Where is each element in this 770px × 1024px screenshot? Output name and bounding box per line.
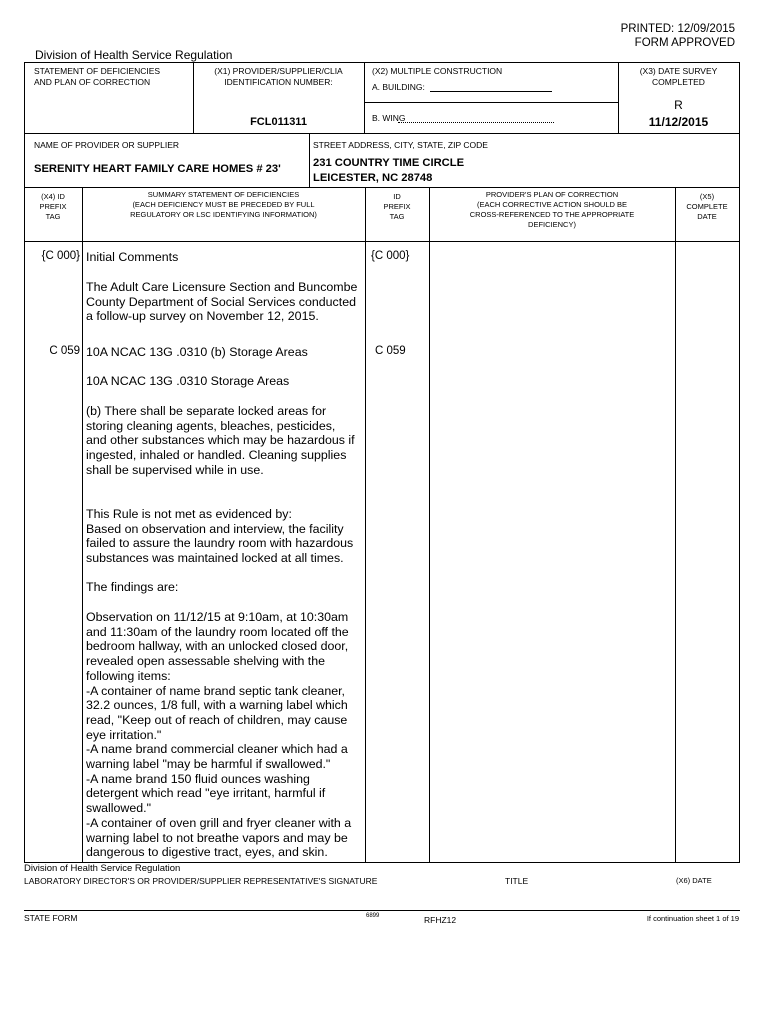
rule-text: (b) There shall be separate locked areas for storing cleaning agents, bleaches, pesticides, and other substances which may be hazardous if ingested, inhaled or handled. Cleaning supplies shall be supervised while in use. bbox=[86, 404, 355, 477]
building-field bbox=[430, 91, 552, 92]
col-summary-header: SUMMARY STATEMENT OF DEFICIENCIES (EACH DEFICIENCY MUST BE PRECEDED BY FULL REGULATORY OR LSC IDENTIFYING INFORMATION) bbox=[130, 190, 317, 219]
tag-right-c000: {C 000} bbox=[371, 250, 410, 262]
address: 231 COUNTRY TIME CIRCLE LEICESTER, NC 28748 bbox=[313, 157, 465, 184]
col-x4-header: (X4) ID PREFIX TAG bbox=[39, 192, 67, 221]
title-label: TITLE bbox=[505, 876, 529, 886]
survey-code: R bbox=[674, 98, 683, 112]
survey-date: 11/12/2015 bbox=[648, 115, 709, 129]
rule-title: 10A NCAC 13G .0310 Storage Areas bbox=[86, 374, 290, 388]
x6-date-label: (X6) DATE bbox=[676, 876, 712, 885]
tag-left-c000: {C 000} bbox=[41, 250, 80, 262]
not-met-text: This Rule is not met as evidenced by: Based on observation and interview, the facility failed to assure the laundry room with hazardous substances was maintained locked at all times. bbox=[86, 507, 354, 566]
provider-label: NAME OF PROVIDER OR SUPPLIER bbox=[34, 140, 179, 150]
print-info bbox=[621, 22, 735, 50]
provider-id: FCL011311 bbox=[250, 116, 307, 128]
event-id: RFHZ12 bbox=[424, 915, 457, 925]
observation-text: Observation on 11/12/15 at 9:10am, at 10:30am and 11:30am of the laundry room located off the bedroom hallway, with an unlocked closed door, revealed open assessable shelving with the following items: -A container of name brand septic tank cleaner, 32.2 ounces, 1/8 full, with a warning label which read, "Keep out of reach of children, may cause eye irritation." -A name brand commercial cleaner which had a warning label "may be harmful if swallowed." -A name brand 150 fluid ounces washing detergent which read "eye irritant, harmful if swallowed." -A container of oven grill and fryer cleaner with a warning label to not breathe vapors and may be dangerous to digestive tract, eyes, and skin. bbox=[86, 610, 352, 860]
signature-label: LABORATORY DIRECTOR'S OR PROVIDER/SUPPLIER REPRESENTATIVE'S SIGNATURE bbox=[24, 876, 378, 886]
provider-name: SERENITY HEART FAMILY CARE HOMES # 23' bbox=[34, 163, 281, 175]
col-id-header: ID PREFIX TAG bbox=[383, 192, 411, 221]
col-x5-header: (X5) COMPLETE DATE bbox=[686, 192, 728, 221]
statement-label: STATEMENT OF DEFICIENCIES AND PLAN OF CORRECTION bbox=[34, 66, 161, 87]
wing-field bbox=[398, 122, 554, 123]
tag-left-c059: C 059 bbox=[49, 345, 80, 357]
initial-comments-text: The Adult Care Licensure Section and Buncombe County Department of Social Services conducted a follow-up survey on November 12, 2015. bbox=[86, 280, 358, 324]
x3-label: (X3) DATE SURVEY COMPLETED bbox=[639, 66, 718, 87]
footer-agency: Division of Health Service Regulation bbox=[24, 863, 181, 874]
printed-date: PRINTED: 12/09/2015 bbox=[620, 23, 735, 35]
form-number: 6899 bbox=[366, 913, 380, 919]
address-label: STREET ADDRESS, CITY, STATE, ZIP CODE bbox=[313, 140, 488, 150]
tag-title-storage: 10A NCAC 13G .0310 (b) Storage Areas bbox=[86, 345, 308, 359]
building-label: A. BUILDING: bbox=[372, 82, 425, 92]
agency-title: Division of Health Service Regulation bbox=[35, 48, 233, 62]
x1-label: (X1) PROVIDER/SUPPLIER/CLIA IDENTIFICATION NUMBER: bbox=[214, 66, 343, 87]
tag-right-c059: C 059 bbox=[375, 345, 406, 357]
x2-label: (X2) MULTIPLE CONSTRUCTION bbox=[372, 66, 503, 76]
findings-label: The findings are: bbox=[86, 580, 179, 594]
col-plan-header: PROVIDER'S PLAN OF CORRECTION (EACH CORRECTIVE ACTION SHOULD BE CROSS-REFERENCED TO THE APPROPRIATE DEFICIENCY) bbox=[469, 190, 635, 229]
form-approved: FORM APPROVED bbox=[634, 37, 735, 49]
tag-title-initial: Initial Comments bbox=[86, 250, 179, 264]
state-form-label: STATE FORM bbox=[24, 913, 78, 923]
continuation-sheet: If continuation sheet 1 of 19 bbox=[646, 914, 739, 923]
wing-label: B. WING bbox=[372, 113, 406, 123]
